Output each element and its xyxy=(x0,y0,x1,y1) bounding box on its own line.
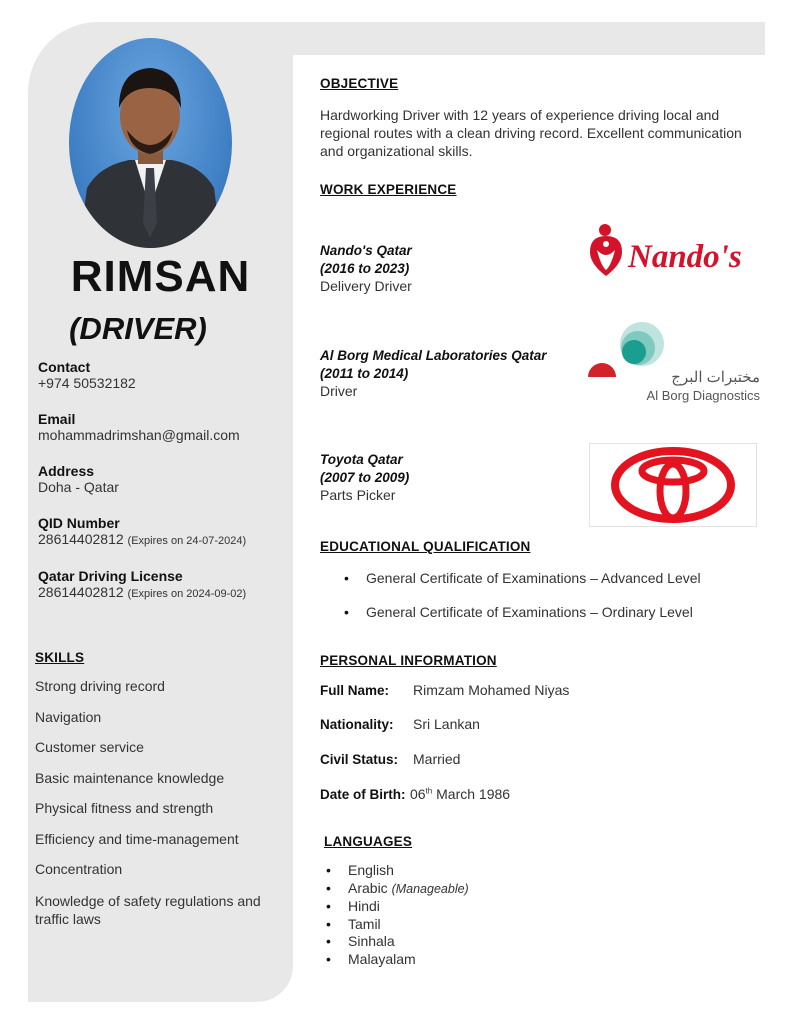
dob-row xyxy=(320,786,406,804)
full-name-row xyxy=(320,682,389,700)
language-item: • Malayalam xyxy=(322,951,622,969)
education-item: • General Certificate of Examinations – Advanced Level xyxy=(340,569,770,603)
skill-item: Knowledge of safety regulations and traffic laws xyxy=(35,892,261,927)
job-company: Al Borg Medical Laboratories Qatar xyxy=(320,348,547,363)
job-company: Nando's Qatar xyxy=(320,243,412,258)
full-name-label: Full Name: xyxy=(320,683,390,698)
skills-heading: SKILLS xyxy=(35,650,85,665)
objective-text: Hardworking Driver with 12 years of experience driving local and regional routes with a clean driving record. Excellent communication and organizational skills. xyxy=(320,107,742,159)
skill-item: Concentration xyxy=(35,861,123,877)
job-period: (2011 to 2014) xyxy=(320,365,409,381)
license-section xyxy=(38,568,246,600)
nandos-logo xyxy=(586,220,764,282)
contact-section xyxy=(38,359,136,391)
toyota-emblem-icon xyxy=(590,444,756,526)
dob-suffix: th xyxy=(425,786,433,796)
qid-section xyxy=(38,515,246,547)
candidate-name: RIMSAN xyxy=(70,252,251,301)
objective-heading: OBJECTIVE xyxy=(320,76,399,91)
nandos-logo-text: Nando's xyxy=(628,239,742,275)
qid-expiry: (Expires on 24-07-2024) xyxy=(127,535,247,547)
language-item: • Tamil xyxy=(322,916,622,934)
job-title: Driver xyxy=(320,383,358,399)
license-expiry: (Expires on 2024-09-02) xyxy=(127,588,247,600)
al-borg-english-text: Al Borg Diagnostics xyxy=(646,388,760,403)
email-label: Email xyxy=(38,411,76,427)
work-experience-heading: WORK EXPERIENCE xyxy=(320,182,457,197)
nationality-row xyxy=(320,716,394,734)
civil-status-label: Civil Status: xyxy=(320,752,399,767)
job-entry xyxy=(320,347,580,400)
skills-list xyxy=(35,678,280,928)
skill-item: Customer service xyxy=(35,739,144,755)
skill-item: Navigation xyxy=(35,708,102,725)
job-company: Toyota Qatar xyxy=(320,452,403,467)
dob-day: 06 xyxy=(410,786,426,802)
toyota-logo xyxy=(589,443,757,527)
al-borg-arabic-text: مختبرات البرج xyxy=(671,369,760,386)
education-item: • General Certificate of Examinations – Ordinary Level xyxy=(340,603,770,621)
skill-item: Strong driving record xyxy=(35,678,165,694)
qid-label: QID Number xyxy=(38,515,120,531)
language-note: (Manageable) xyxy=(391,881,469,896)
job-period: (2016 to 2023) xyxy=(320,260,410,276)
candidate-role: (DRIVER) xyxy=(69,311,207,346)
license-number: 28614402812 xyxy=(38,584,124,600)
nationality-value: Sri Lankan xyxy=(413,716,480,732)
address-label: Address xyxy=(38,463,95,479)
job-title: Parts Picker xyxy=(320,487,396,503)
languages-list xyxy=(322,862,622,968)
skill-item: Physical fitness and strength xyxy=(35,800,214,816)
email-section xyxy=(38,411,240,443)
skill-item: Efficiency and time-management xyxy=(35,830,239,847)
job-entry xyxy=(320,451,580,504)
education-list xyxy=(340,569,770,621)
language-item: • Sinhala xyxy=(322,933,622,951)
job-period: (2007 to 2009) xyxy=(320,469,410,485)
job-entry xyxy=(320,242,580,295)
contact-label: Contact xyxy=(38,359,91,375)
civil-status-value: Married xyxy=(413,751,461,767)
address-section xyxy=(38,463,119,495)
profile-photo xyxy=(69,38,232,248)
person-silhouette-icon xyxy=(69,38,232,248)
job-title: Delivery Driver xyxy=(320,278,412,294)
qid-number: 28614402812 xyxy=(38,531,124,547)
al-borg-logo xyxy=(586,322,764,408)
civil-status-row xyxy=(320,751,398,769)
language-item xyxy=(322,880,622,899)
license-label: Qatar Driving License xyxy=(38,568,183,584)
dob-label: Date of Birth: xyxy=(320,787,406,802)
personal-info-heading: PERSONAL INFORMATION xyxy=(320,653,497,668)
dob-month-year: March 1986 xyxy=(432,786,511,802)
email-address: mohammadrimshan@gmail.com xyxy=(38,427,240,443)
education-heading: EDUCATIONAL QUALIFICATION xyxy=(320,539,531,554)
header-band xyxy=(140,22,765,55)
language-name: Arabic xyxy=(348,879,388,896)
phone-number: +974 50532182 xyxy=(38,375,136,391)
language-item: • Hindi xyxy=(322,898,622,916)
languages-heading: LANGUAGES xyxy=(324,834,413,849)
language-item: • English xyxy=(322,862,622,880)
full-name-value: Rimzam Mohamed Niyas xyxy=(413,682,570,698)
skill-item: Basic maintenance knowledge xyxy=(35,769,225,786)
address-value: Doha - Qatar xyxy=(38,479,119,495)
nationality-label: Nationality: xyxy=(320,717,394,732)
dob-value xyxy=(410,786,510,802)
